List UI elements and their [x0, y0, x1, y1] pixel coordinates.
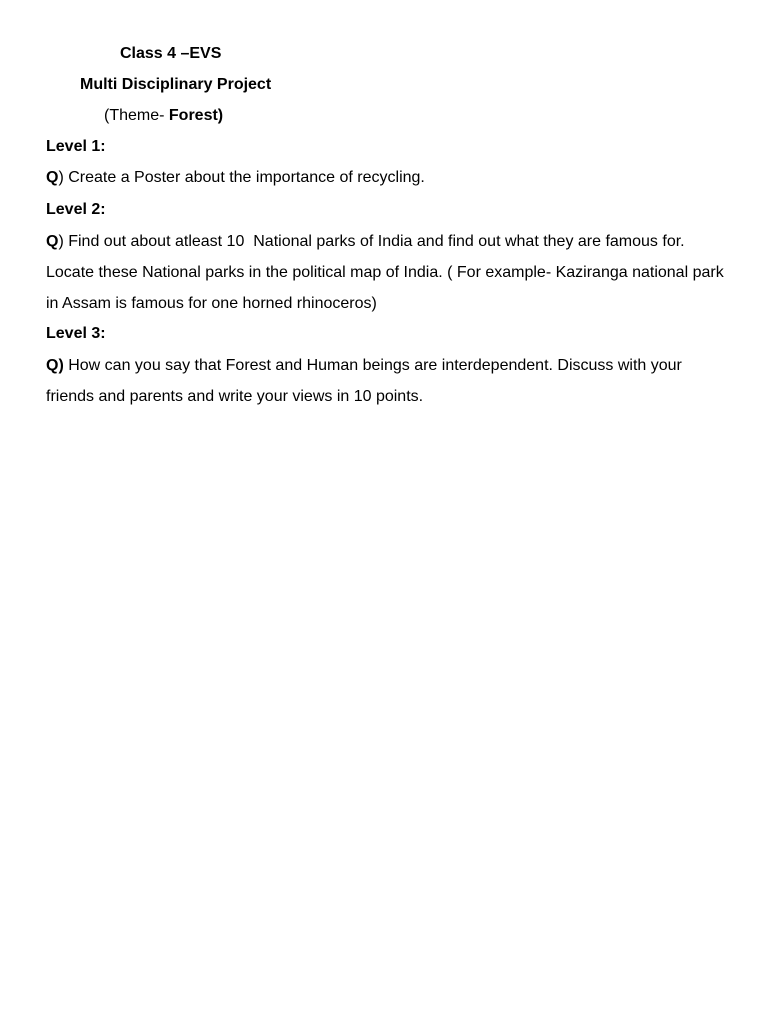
class-title: Class 4 –EVS [120, 45, 222, 62]
theme-line [104, 106, 223, 126]
question-marker: Q [46, 233, 59, 250]
level-1-label: Level 1: [46, 138, 106, 155]
question-text: ) Create a Poster about the importance of recycling. [58, 169, 425, 186]
question-marker: Q [46, 169, 59, 186]
question-text: How can you say that Forest and Human beings are interdependent. Discuss with your friends and parents and write your views in 10 points. [46, 357, 687, 405]
level-1-question [46, 168, 425, 188]
level-2-question [46, 226, 729, 319]
theme-prefix: (Theme- [104, 107, 169, 124]
level-3-label: Level 3: [46, 325, 106, 342]
level-2-label: Level 2: [46, 201, 106, 218]
theme-value: Forest) [168, 107, 224, 124]
project-title: Multi Disciplinary Project [80, 76, 272, 93]
question-marker: Q) [46, 357, 64, 374]
question-text: ) Find out about atleast 10 National parks of India and find out what they are famous for. Locate these National parks in the political map of India. ( For example- Kaziranga national park in Assam is famous for one horned rhinoceros) [46, 233, 729, 312]
level-3-question [46, 350, 726, 412]
